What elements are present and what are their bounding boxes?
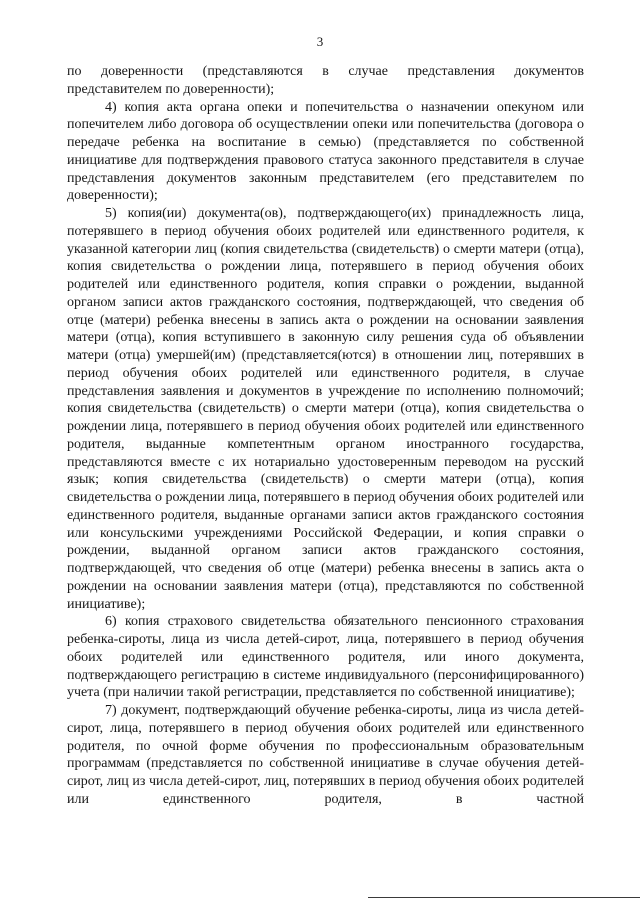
paragraph-item-7: 7) документ, подтверждающий обучение ребенка-сироты, лица из числа детей-сирот, лица, потерявшего в период обучения обоих родителей или единственного родителя, по очной форме обучения по профессиональным образовательным программам (представляется по собственной инициативе в случае обучения детей-сирот, лиц из числа детей-сирот, лиц, потерявших в период обучения обоих родителей или единственного родителя, в частной bbox=[67, 703, 584, 807]
footer-rule bbox=[368, 897, 640, 898]
paragraph-item-6: 6) копия страхового свидетельства обязательного пенсионного страхования ребенка-сироты, лица из числа детей-сирот, лица, потерявшего в период обучения обоих родителей или единственного родителя, или иного документа, подтверждающего регистрацию в системе индивидуального (персонифицированного) учета (при наличии такой регистрации, представляется по собственной инициативе); bbox=[67, 614, 584, 701]
paragraph-continuation: по доверенности (представляются в случае представления документов представителем по доверенности); bbox=[67, 64, 584, 97]
paragraph-item-4: 4) копия акта органа опеки и попечительства о назначении опекуном или попечителем либо договора об осуществлении опеки или попечительства (договора о передаче ребенка на воспитание в семью) (представляется по собственной инициативе для подтверждения правового статуса законного представителя в случае представления документов законным представителем (его представителем по доверенности); bbox=[67, 99, 584, 204]
paragraph-item-5: 5) копия(ии) документа(ов), подтверждающего(их) принадлежность лица, потерявшего в период обучения обоих родителей или единственного родителя, к указанной категории лиц (копия свидетельства (свидетельств) о смерти матери (отца), копия свидетельства о рождении лица, потерявшего в период обучения обоих родителей или единственного родителя, копия справки о рождении, выданной органом записи актов гражданского состояния, подтверждающей, что сведения об отце (матери) ребенка внесены в запись акта о рождении на основании заявления матери (отца), копия вступившего в законную силу решения суда об объявлении матери (отца) умершей(им) (представляется(ются) в отношении лиц, потерявших в период обучения обоих родителей или единственного родителя, в случае представления заявления и документов в учреждение по исполнению полномочий; копия свидетельства (свидетельств) о смерти матери (отца), копия свидетельства о рождении лица, потерявшего в период обучения обоих родителей или единственного родителя, выданные компетентным органом иностранного государства, представляются вместе с их нотариально удостоверенным переводом на русский язык; копия свидетельства (свидетельств) о смерти матери (отца), копия свидетельства о рождении лица, потерявшего в период обучения обоих родителей или единственного родителя, выданные органами записи актов гражданского состояния или консульскими учреждениями Российской Федерации, и копия справки о рождении, выданной органом записи актов гражданского состояния, подтверждающей, что сведения об отце (матери) ребенка внесены в запись акта о рождении на основании заявления матери (отца), представляются по собственной инициативе); bbox=[67, 206, 584, 612]
document-body bbox=[67, 63, 584, 809]
page-number: 3 bbox=[316, 34, 324, 49]
